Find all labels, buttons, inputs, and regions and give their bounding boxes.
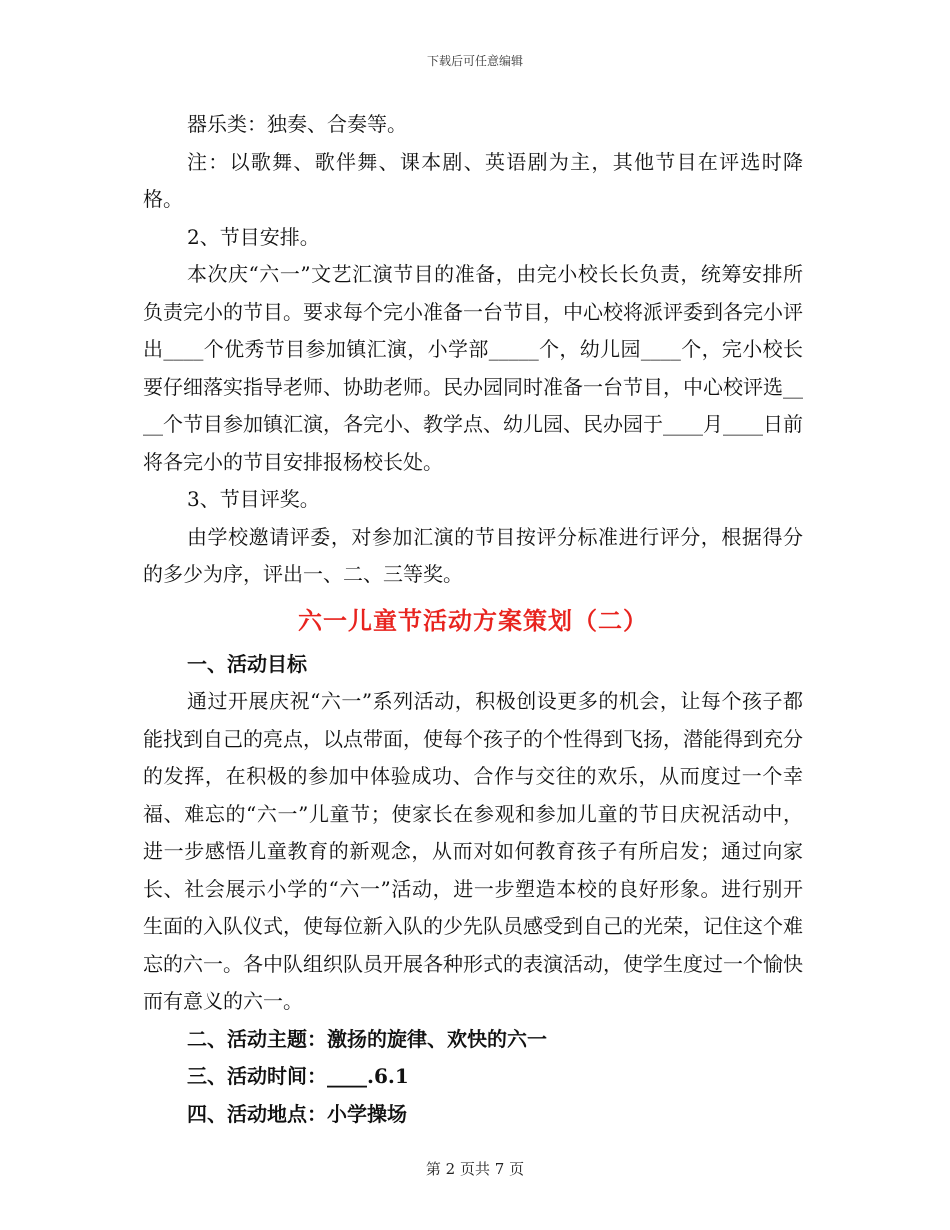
paragraph-note: 注：以歌舞、歌伴舞、课本剧、英语剧为主，其他节目在评选时降格。: [143, 149, 803, 211]
section-title: 六一儿童节活动方案策划（二）: [298, 605, 648, 635]
subheading-program-awards: 3、节目评奖。: [187, 487, 320, 511]
paragraph-program-awards: 由学校邀请评委，对参加汇演的节目按评分标准进行评分，根据得分的多少为序，评出一、二、三等奖。: [143, 524, 803, 586]
paragraph-activity-goal: 通过开展庆祝“六一”系列活动，积极创设更多的机会，让每个孩子都能找到自己的亮点，以点带面，使每个孩子的个性得到飞扬，潜能得到充分的发挥，在积极的参加中体验成功、合作与交往的欢乐，从而度过一个幸福、难忘的“六一”儿童节；使家长在参观和参加儿童的节日庆祝活动中，进一步感悟儿童教育的新观念，从而对如何教育孩子有所启发；通过向家长、社会展示小学的“六一”活动，进一步塑造本校的良好形象。进行别开生面的入队仪式，使每位新入队的少先队员感受到自己的光荣，记住这个难忘的六一。各中队组织队员开展各种形式的表演活动，使学生度过一个愉快而有意义的六一。: [143, 689, 803, 1013]
heading-activity-theme: 二、活动主题：激扬的旋律、欢快的六一: [187, 1026, 547, 1051]
subheading-program-arrangement: 2、节目安排。: [187, 224, 320, 249]
paragraph-program-arrangement: 本次庆“六一”文艺汇演节目的准备，由完小校长长负责，统筹安排所负责完小的节目。要求每个完小准备一台节目，中心校将派评委到各完小评出____个优秀节目参加镇汇演，小学部_____个，幼儿园____个，完小校长要仔细落实指导老师、协助老师。民办园同时准备一台节目，中心校评选____个节目参加镇汇演，各完小、教学点、幼儿园、民办园于____月____日前将各完小的节目安排报杨校长处。: [143, 262, 803, 474]
paragraph-instrument-category: 器乐类：独奏、合奏等。: [187, 112, 407, 136]
page-header: 下载后可任意编辑: [426, 54, 523, 68]
heading-activity-location: 四、活动地点：小学操场: [187, 1101, 407, 1126]
heading-activity-time: 三、活动时间：____.6.1: [187, 1064, 409, 1088]
document-body: [143, 106, 803, 1133]
heading-activity-goal: 一、活动目标: [187, 651, 307, 676]
page-footer: 第 2 页共 7 页: [425, 1160, 525, 1178]
